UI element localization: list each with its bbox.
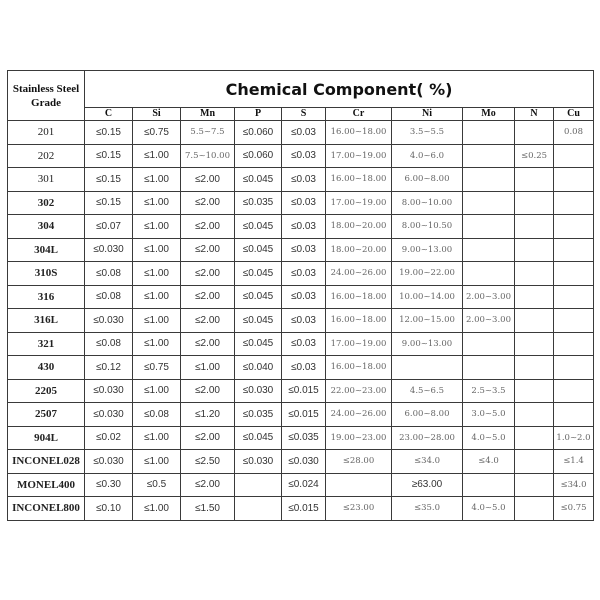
- cell-cu: [554, 238, 594, 262]
- cell-s: ≤0.03: [282, 285, 326, 309]
- cell-mn: ≤1.00: [181, 356, 235, 380]
- cell-mo: [463, 121, 515, 145]
- cell-n: [515, 168, 554, 192]
- cell-ni: 4.5~6.5: [392, 379, 463, 403]
- cell-cu: [554, 285, 594, 309]
- cell-cu: 1.0~2.0: [554, 426, 594, 450]
- cell-ni: 12.00~15.00: [392, 309, 463, 333]
- cell-mo: [463, 332, 515, 356]
- cell-n: [515, 473, 554, 497]
- cell-cu: [554, 262, 594, 286]
- cell-s: ≤0.03: [282, 332, 326, 356]
- table-row: [8, 356, 594, 380]
- cell-n: [515, 121, 554, 145]
- cell-s: ≤0.03: [282, 309, 326, 333]
- cell-c: ≤0.08: [85, 332, 133, 356]
- cell-cr: 24.00~26.00: [326, 403, 392, 427]
- cell-cr: 18.00~20.00: [326, 238, 392, 262]
- table-row: [8, 144, 594, 168]
- cell-si: ≤1.00: [133, 379, 181, 403]
- cell-cu: [554, 332, 594, 356]
- cell-cr: 16.00~18.00: [326, 121, 392, 145]
- column-header-row: [8, 108, 594, 121]
- cell-cr: 16.00~18.00: [326, 285, 392, 309]
- cell-s: ≤0.015: [282, 379, 326, 403]
- grade-cell: 201: [8, 121, 85, 145]
- cell-ni: 4.0~6.0: [392, 144, 463, 168]
- cell-c: ≤0.030: [85, 450, 133, 474]
- cell-cu: [554, 403, 594, 427]
- column-header-p: P: [235, 108, 282, 121]
- cell-cu: [554, 168, 594, 192]
- grade-cell: 202: [8, 144, 85, 168]
- cell-mn: 5.5~7.5: [181, 121, 235, 145]
- cell-si: ≤1.00: [133, 168, 181, 192]
- column-header-cr: Cr: [326, 108, 392, 121]
- cell-n: [515, 215, 554, 239]
- cell-cu: ≤34.0: [554, 473, 594, 497]
- cell-c: ≤0.15: [85, 191, 133, 215]
- cell-n: [515, 497, 554, 521]
- cell-cr: 22.00~23.00: [326, 379, 392, 403]
- cell-mn: ≤2.00: [181, 285, 235, 309]
- cell-si: ≤1.00: [133, 450, 181, 474]
- cell-mn: ≤2.50: [181, 450, 235, 474]
- grade-cell: 316: [8, 285, 85, 309]
- cell-ni: 10.00~14.00: [392, 285, 463, 309]
- cell-cr: 24.00~26.00: [326, 262, 392, 286]
- cell-mo: [463, 215, 515, 239]
- grade-header: Stainless Steel Grade: [8, 71, 85, 121]
- cell-p: [235, 497, 282, 521]
- table-row: [8, 309, 594, 333]
- cell-mo: [463, 168, 515, 192]
- cell-cr: 17.00~19.00: [326, 191, 392, 215]
- cell-cr: [326, 473, 392, 497]
- cell-mo: [463, 262, 515, 286]
- cell-ni: 9.00~13.00: [392, 238, 463, 262]
- cell-si: ≤1.00: [133, 262, 181, 286]
- table-row: [8, 473, 594, 497]
- cell-s: ≤0.03: [282, 356, 326, 380]
- cell-n: [515, 379, 554, 403]
- grade-cell: 310S: [8, 262, 85, 286]
- cell-cr: 17.00~19.00: [326, 144, 392, 168]
- cell-mn: ≤2.00: [181, 168, 235, 192]
- cell-mo: 4.0~5.0: [463, 426, 515, 450]
- cell-cr: 18.00~20.00: [326, 215, 392, 239]
- cell-c: ≤0.12: [85, 356, 133, 380]
- cell-mo: [463, 473, 515, 497]
- cell-s: ≤0.03: [282, 215, 326, 239]
- cell-ni: ≥63.00: [392, 473, 463, 497]
- cell-mo: 3.0~5.0: [463, 403, 515, 427]
- cell-p: ≤0.060: [235, 121, 282, 145]
- column-header-mn: Mn: [181, 108, 235, 121]
- grade-cell: 430: [8, 356, 85, 380]
- column-header-mo: Mo: [463, 108, 515, 121]
- grade-cell: 304: [8, 215, 85, 239]
- cell-cr: 16.00~18.00: [326, 309, 392, 333]
- cell-si: ≤1.00: [133, 191, 181, 215]
- grade-cell: INCONEL800: [8, 497, 85, 521]
- cell-si: ≤1.00: [133, 426, 181, 450]
- cell-mn: ≤2.00: [181, 191, 235, 215]
- table-row: [8, 191, 594, 215]
- cell-s: ≤0.035: [282, 426, 326, 450]
- cell-n: [515, 191, 554, 215]
- table-title: Chemical Component( %): [85, 71, 594, 108]
- cell-n: [515, 285, 554, 309]
- column-header-c: C: [85, 108, 133, 121]
- grade-cell: INCONEL028: [8, 450, 85, 474]
- cell-mo: 2.00~3.00: [463, 309, 515, 333]
- grade-cell: 2507: [8, 403, 85, 427]
- cell-c: ≤0.08: [85, 285, 133, 309]
- cell-n: [515, 403, 554, 427]
- table-row: [8, 497, 594, 521]
- cell-cu: [554, 356, 594, 380]
- cell-n: [515, 262, 554, 286]
- cell-c: ≤0.030: [85, 379, 133, 403]
- cell-mn: ≤2.00: [181, 215, 235, 239]
- cell-s: ≤0.030: [282, 450, 326, 474]
- cell-s: ≤0.024: [282, 473, 326, 497]
- cell-cu: [554, 309, 594, 333]
- cell-n: [515, 450, 554, 474]
- column-header-n: N: [515, 108, 554, 121]
- grade-cell: 316L: [8, 309, 85, 333]
- cell-ni: 8.00~10.50: [392, 215, 463, 239]
- cell-c: ≤0.15: [85, 121, 133, 145]
- cell-cu: ≤1.4: [554, 450, 594, 474]
- cell-ni: 6.00~8.00: [392, 403, 463, 427]
- cell-mo: 4.0~5.0: [463, 497, 515, 521]
- cell-mn: ≤2.00: [181, 426, 235, 450]
- cell-cr: 19.00~23.00: [326, 426, 392, 450]
- cell-p: ≤0.035: [235, 191, 282, 215]
- grade-cell: 2205: [8, 379, 85, 403]
- column-header-si: Si: [133, 108, 181, 121]
- grade-cell: 301: [8, 168, 85, 192]
- grade-cell: 302: [8, 191, 85, 215]
- cell-si: ≤1.00: [133, 309, 181, 333]
- table-row: [8, 450, 594, 474]
- cell-si: ≤1.00: [133, 332, 181, 356]
- cell-ni: 8.00~10.00: [392, 191, 463, 215]
- cell-n: [515, 332, 554, 356]
- cell-cr: 16.00~18.00: [326, 356, 392, 380]
- column-header-ni: Ni: [392, 108, 463, 121]
- cell-cr: ≤28.00: [326, 450, 392, 474]
- grade-cell: 321: [8, 332, 85, 356]
- cell-c: ≤0.02: [85, 426, 133, 450]
- cell-n: [515, 426, 554, 450]
- cell-c: ≤0.030: [85, 238, 133, 262]
- table-row: [8, 332, 594, 356]
- cell-si: ≤0.75: [133, 356, 181, 380]
- cell-cr: ≤23.00: [326, 497, 392, 521]
- cell-s: ≤0.015: [282, 497, 326, 521]
- table-row: [8, 215, 594, 239]
- cell-cu: 0.08: [554, 121, 594, 145]
- cell-n: [515, 356, 554, 380]
- cell-p: ≤0.030: [235, 450, 282, 474]
- cell-n: ≤0.25: [515, 144, 554, 168]
- cell-si: ≤1.00: [133, 285, 181, 309]
- cell-mn: ≤2.00: [181, 473, 235, 497]
- cell-p: ≤0.040: [235, 356, 282, 380]
- grade-cell: MONEL400: [8, 473, 85, 497]
- cell-mo: [463, 144, 515, 168]
- grade-cell: 904L: [8, 426, 85, 450]
- cell-si: ≤1.00: [133, 144, 181, 168]
- cell-ni: 19.00~22.00: [392, 262, 463, 286]
- cell-si: ≤1.00: [133, 497, 181, 521]
- cell-p: [235, 473, 282, 497]
- cell-p: ≤0.030: [235, 379, 282, 403]
- cell-s: ≤0.03: [282, 144, 326, 168]
- cell-c: ≤0.030: [85, 309, 133, 333]
- cell-c: ≤0.030: [85, 403, 133, 427]
- table-row: [8, 262, 594, 286]
- column-header-cu: Cu: [554, 108, 594, 121]
- cell-p: ≤0.045: [235, 426, 282, 450]
- cell-s: ≤0.015: [282, 403, 326, 427]
- cell-si: ≤1.00: [133, 215, 181, 239]
- chemical-composition-table: [7, 70, 594, 521]
- cell-p: ≤0.060: [235, 144, 282, 168]
- cell-ni: ≤35.0: [392, 497, 463, 521]
- cell-mn: ≤2.00: [181, 238, 235, 262]
- cell-s: ≤0.03: [282, 238, 326, 262]
- cell-s: ≤0.03: [282, 168, 326, 192]
- cell-mo: [463, 356, 515, 380]
- cell-mo: [463, 191, 515, 215]
- cell-si: ≤1.00: [133, 238, 181, 262]
- cell-cr: 16.00~18.00: [326, 168, 392, 192]
- cell-mo: 2.00~3.00: [463, 285, 515, 309]
- cell-c: ≤0.10: [85, 497, 133, 521]
- cell-p: ≤0.045: [235, 262, 282, 286]
- cell-cu: ≤0.75: [554, 497, 594, 521]
- cell-p: ≤0.045: [235, 332, 282, 356]
- cell-mn: ≤2.00: [181, 262, 235, 286]
- cell-cu: [554, 379, 594, 403]
- cell-mo: [463, 238, 515, 262]
- table-row: [8, 121, 594, 145]
- cell-ni: ≤34.0: [392, 450, 463, 474]
- cell-cu: [554, 144, 594, 168]
- table-row: [8, 285, 594, 309]
- cell-p: ≤0.045: [235, 168, 282, 192]
- cell-c: ≤0.15: [85, 168, 133, 192]
- cell-ni: [392, 356, 463, 380]
- table-row: [8, 403, 594, 427]
- cell-cu: [554, 215, 594, 239]
- cell-cr: 17.00~19.00: [326, 332, 392, 356]
- cell-c: ≤0.15: [85, 144, 133, 168]
- cell-si: ≤0.5: [133, 473, 181, 497]
- cell-c: ≤0.07: [85, 215, 133, 239]
- cell-p: ≤0.045: [235, 285, 282, 309]
- cell-ni: 3.5~5.5: [392, 121, 463, 145]
- cell-si: ≤0.08: [133, 403, 181, 427]
- cell-p: ≤0.035: [235, 403, 282, 427]
- table-row: [8, 426, 594, 450]
- table-body: [8, 121, 594, 521]
- cell-ni: 6.00~8.00: [392, 168, 463, 192]
- cell-mn: ≤2.00: [181, 379, 235, 403]
- cell-cu: [554, 191, 594, 215]
- column-header-s: S: [282, 108, 326, 121]
- cell-p: ≤0.045: [235, 309, 282, 333]
- cell-mo: ≤4.0: [463, 450, 515, 474]
- cell-n: [515, 238, 554, 262]
- cell-mn: 7.5~10.00: [181, 144, 235, 168]
- cell-mn: ≤1.50: [181, 497, 235, 521]
- cell-c: ≤0.30: [85, 473, 133, 497]
- table-row: [8, 379, 594, 403]
- cell-ni: 23.00~28.00: [392, 426, 463, 450]
- cell-mn: ≤2.00: [181, 332, 235, 356]
- cell-p: ≤0.045: [235, 238, 282, 262]
- cell-mo: 2.5~3.5: [463, 379, 515, 403]
- grade-cell: 304L: [8, 238, 85, 262]
- cell-s: ≤0.03: [282, 191, 326, 215]
- table-row: [8, 168, 594, 192]
- table-row: [8, 238, 594, 262]
- cell-s: ≤0.03: [282, 262, 326, 286]
- cell-mn: ≤2.00: [181, 309, 235, 333]
- cell-s: ≤0.03: [282, 121, 326, 145]
- cell-c: ≤0.08: [85, 262, 133, 286]
- cell-p: ≤0.045: [235, 215, 282, 239]
- cell-mn: ≤1.20: [181, 403, 235, 427]
- cell-n: [515, 309, 554, 333]
- cell-ni: 9.00~13.00: [392, 332, 463, 356]
- cell-si: ≤0.75: [133, 121, 181, 145]
